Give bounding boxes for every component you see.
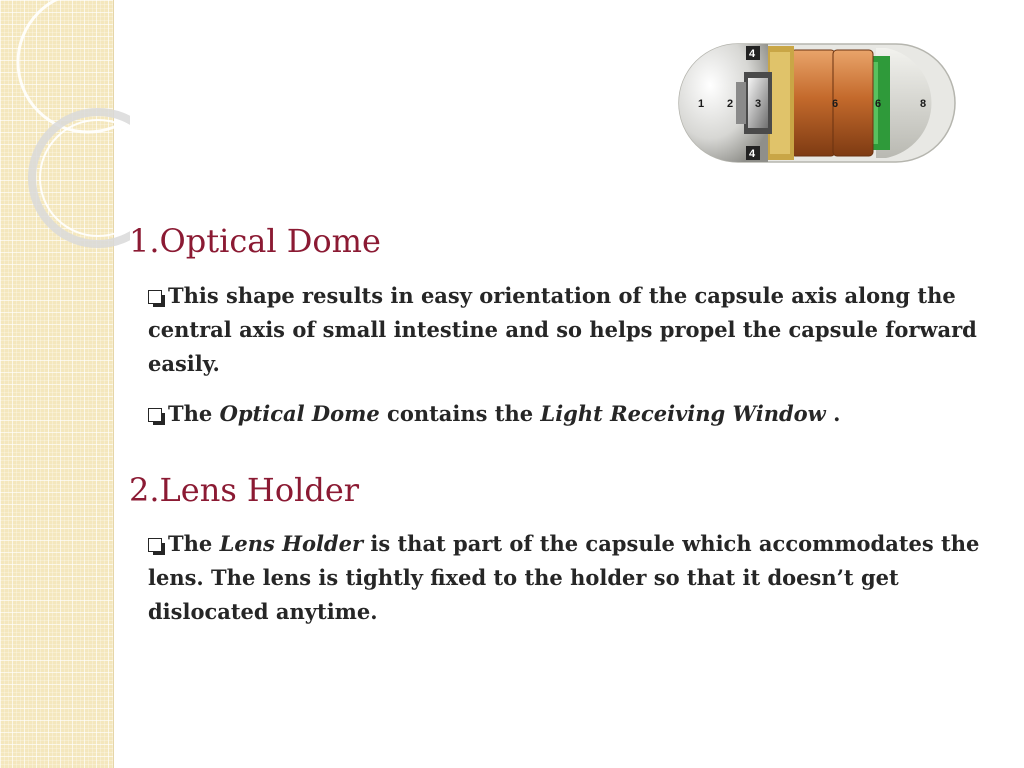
checkbox-bullet-icon [148,290,162,304]
bullet-2-suffix: . [833,401,841,426]
checkbox-bullet-icon [148,408,162,422]
bullet-2-middle: contains the [387,401,534,426]
capsule-label-1: 1 [698,98,705,110]
term-optical-dome: Optical Dome [219,401,380,426]
term-light-receiving-window: Light Receiving Window [540,401,826,426]
capsule-label-6-left: 6 [832,98,839,110]
checkbox-bullet-icon [148,538,162,552]
heading-lens-holder: 2.Lens Holder [129,471,360,509]
term-lens-holder: Lens Holder [219,531,364,556]
optical-dome-bullet-1-text: This shape results in easy orientation of the capsule axis along the central axis of small intestine and so helps propel the capsule forward easily. [148,283,977,376]
capsule-label-6-right: 6 [875,98,882,110]
optical-dome-bullet-1 [148,279,998,381]
lens-bullet-prefix: The [168,531,213,556]
capsule-label-8: 8 [920,98,927,110]
lens-bullet-rest: is that part of the capsule which accommodates the lens. The lens is tightly fixed to the holder so that it doesn’t get dislocated anytime. [148,531,980,624]
capsule-label-3: 3 [755,98,762,110]
lens-holder-bullet-1 [148,527,983,629]
capsule-endoscope-diagram [676,38,958,168]
bullet-2-prefix: The [168,401,213,426]
capsule-label-4-top: 4 [749,48,756,60]
capsule-label-2: 2 [727,98,734,110]
heading-optical-dome: 1.Optical Dome [129,222,381,260]
optical-dome-bullet-2 [148,397,998,431]
capsule-label-4-bottom: 4 [749,148,756,160]
decorative-rings [0,0,130,260]
